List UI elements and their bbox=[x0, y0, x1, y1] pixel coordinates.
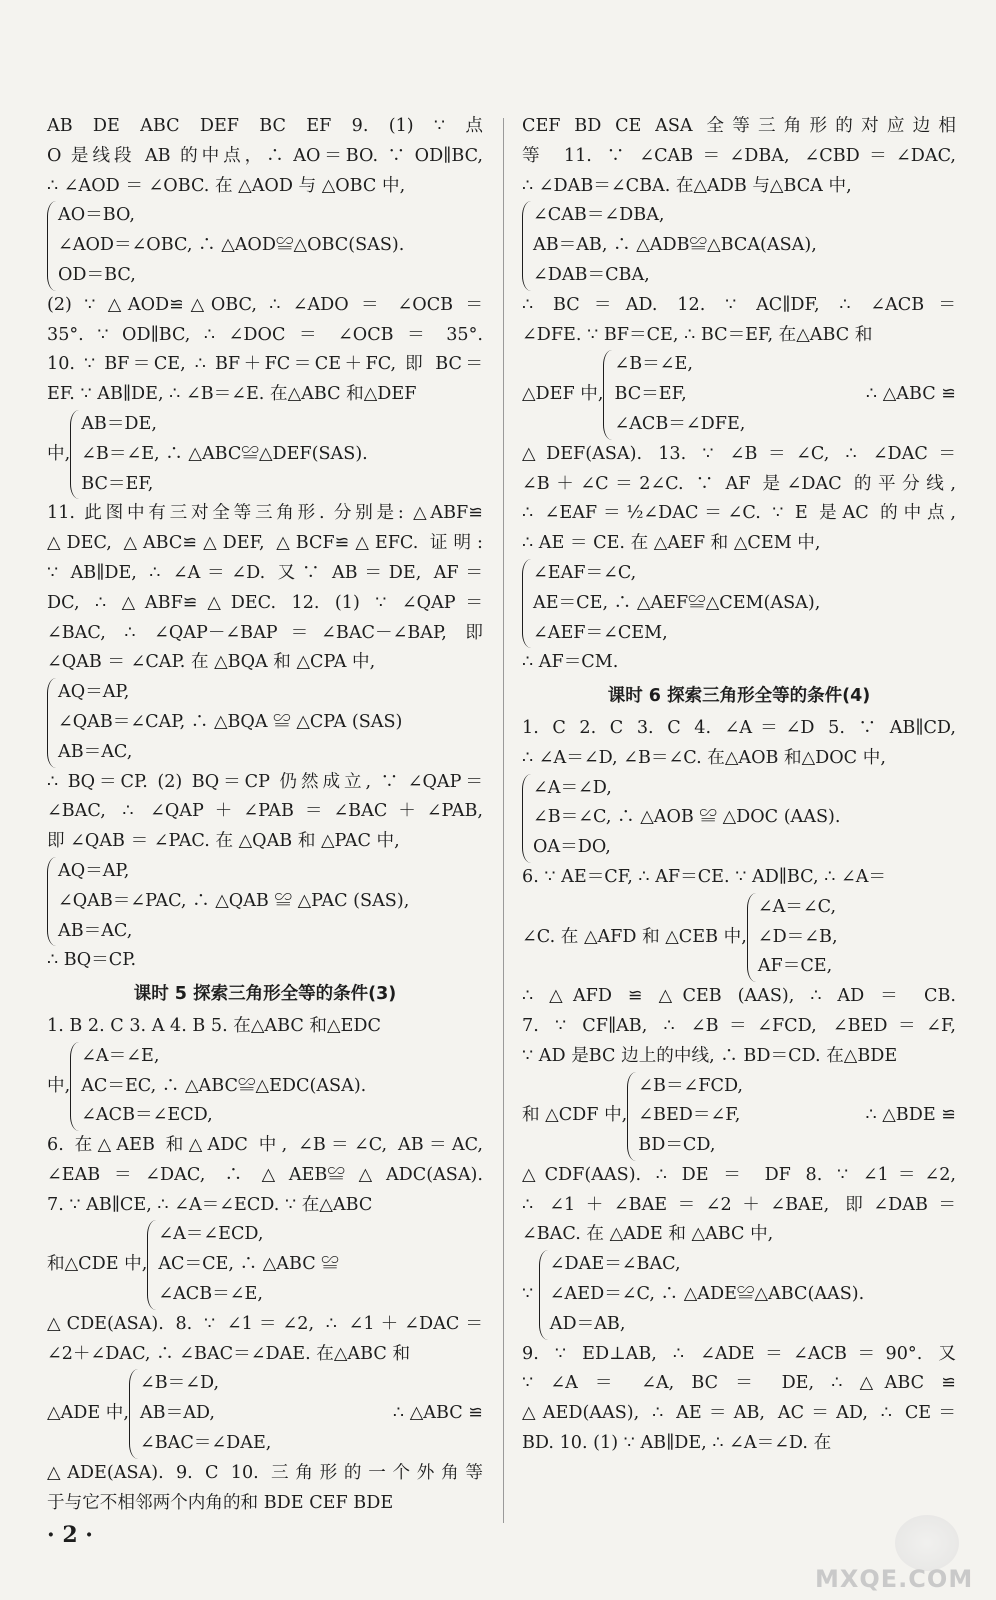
text-line: 7. ∵ AB∥CE, ∴ ∠A＝∠ECD. ∵ 在△ABC bbox=[47, 1194, 373, 1215]
system-line: ∠B＝∠C, ∴ △AOB ≌ △DOC (AAS). bbox=[533, 807, 841, 828]
system-line: AB＝AC, bbox=[58, 920, 133, 941]
system-line: ∠ACB＝∠E, bbox=[158, 1284, 263, 1305]
system-line: ∠B＝∠FCD, bbox=[638, 1075, 744, 1096]
system-lines bbox=[533, 201, 817, 290]
text-line: △CDF(AAS). ∴ DE ＝ DF 8. ∵ ∠1＝∠2, bbox=[522, 1164, 956, 1185]
system-line: BD＝CD, bbox=[638, 1135, 716, 1156]
system-line: ∠DAE＝∠BAC, bbox=[549, 1254, 681, 1275]
equation-system bbox=[522, 1072, 956, 1161]
system-line: ∠B＝∠D, bbox=[139, 1373, 220, 1394]
system-lines bbox=[81, 1042, 366, 1131]
system-line: AO＝BO, bbox=[58, 205, 135, 226]
system-line: AC＝EC, ∴ △ABC≌△EDC(ASA). bbox=[81, 1075, 367, 1096]
text-line: ∴ ∠AOD ＝ ∠OBC. 在 △AOD 与 △OBC 中, bbox=[47, 175, 406, 196]
page-number: · 2 · bbox=[47, 1522, 93, 1548]
left-brace-icon bbox=[47, 678, 56, 767]
equation-system bbox=[522, 201, 956, 290]
system-lines bbox=[533, 559, 820, 648]
equation-system bbox=[522, 774, 956, 863]
text-line: ∴ BQ＝CP. bbox=[47, 950, 137, 971]
text-line: ∠BAC, ∴ ∠QAP＋∠PAB＝∠BAC＋∠PAB, bbox=[47, 801, 483, 822]
left-brace-icon bbox=[47, 201, 56, 290]
system-line: ∠EAF＝∠C, bbox=[533, 562, 637, 583]
text-line: 等 11. ∵ ∠CAB＝∠DBA, ∠CBD＝∠DAC, bbox=[522, 145, 956, 166]
system-line: AD＝AB, bbox=[549, 1313, 626, 1334]
text-line: ∴ △AFD ≌ △CEB (AAS), ∴ AD ＝ CB. bbox=[522, 986, 956, 1007]
system-line: AQ＝AP, bbox=[58, 682, 130, 703]
system-label: 和△CDE 中, bbox=[47, 1254, 148, 1275]
text-line: 6. ∵ AE＝CF, ∴ AF＝CE. ∵ AD∥BC, ∴ ∠A＝ bbox=[522, 866, 887, 887]
text-line: CEF BD CE ASA 全等三角形的对应边相 bbox=[522, 116, 956, 136]
text-line: ∠QAB ＝ ∠CAP. 在 △BQA 和 △CPA 中, bbox=[47, 652, 376, 673]
text-line: ∠BAC, ∴ ∠QAP－∠BAP＝∠BAC－∠BAP, 即 bbox=[47, 622, 483, 643]
left-brace-icon bbox=[539, 1250, 548, 1339]
text-line: 1. B 2. C 3. A 4. B 5. 在△ABC 和△EDC bbox=[47, 1015, 381, 1036]
system-label: 中, bbox=[47, 1075, 71, 1096]
system-line: ∠AEF＝∠CEM, bbox=[533, 622, 668, 643]
text-line: ∠B＋∠C＝2∠C. ∵ AF 是∠DAC 的平分线, bbox=[522, 473, 956, 494]
system-line: ∠QAB＝∠CAP, ∴ △BQA ≌ △CPA (SAS) bbox=[58, 711, 403, 732]
system-line: ∠DAB＝CBA, bbox=[533, 264, 650, 285]
text-line: ∵ AD 是BC 边上的中线, ∴ BD＝CD. 在△BDE bbox=[522, 1045, 898, 1066]
text-line: 于与它不相邻两个内角的和 BDE CEF BDE bbox=[47, 1492, 394, 1513]
system-lines bbox=[81, 410, 368, 499]
text-line: ∴ ∠DAB＝∠CBA. 在△ADB 与△BCA 中, bbox=[522, 175, 852, 196]
system-line: AE＝CE, ∴ △AEF≌△CEM(ASA), bbox=[533, 592, 821, 613]
text-line: ∴ ∠1＋∠BAE＝∠2＋∠BAE, 即∠DAB＝ bbox=[522, 1194, 956, 1215]
text-line: ∠DFE. ∵ BF＝CE, ∴ BC＝EF, 在△ABC 和 bbox=[522, 324, 873, 345]
text-line: ∠EAB＝∠DAC, ∴ △AEB≌△ADC(ASA). bbox=[47, 1164, 483, 1185]
text-line: ∵ AB∥DE, ∴ ∠A＝∠D. 又∵ AB＝DE, AF＝ bbox=[47, 562, 483, 583]
system-label: ∠C. 在 △AFD 和 △CEB 中, bbox=[522, 926, 747, 947]
left-brace-icon bbox=[129, 1369, 138, 1458]
text-line: ∴ ∠EAF＝½∠DAC＝∠C. ∵ E 是AC 的中点, bbox=[522, 503, 956, 524]
equation-system bbox=[522, 893, 956, 982]
system-line: ∠A＝∠E, bbox=[81, 1045, 160, 1066]
text-line: O 是线段 AB 的中点，∴ AO＝BO. ∵ OD∥BC, bbox=[47, 145, 483, 166]
left-brace-icon bbox=[522, 559, 531, 648]
text-line: 10. ∵ BF＝CE, ∴ BF＋FC＝CE＋FC, 即 BC＝ bbox=[47, 354, 483, 375]
left-brace-icon bbox=[522, 774, 531, 863]
equation-system bbox=[47, 201, 483, 290]
system-label: ∵ bbox=[522, 1284, 539, 1305]
left-brace-icon bbox=[603, 350, 612, 439]
equation-system bbox=[47, 1042, 483, 1131]
system-line: BC＝EF, bbox=[81, 473, 154, 494]
system-line: ∠A＝∠C, bbox=[757, 896, 837, 917]
watermark-logo-icon bbox=[895, 1515, 959, 1571]
text-line: 1. C 2. C 3. C 4. ∠A＝∠D 5. ∵ AB∥CD, bbox=[522, 717, 956, 738]
column-divider bbox=[503, 118, 504, 1523]
text-line: AB DE ABC DEF BC EF 9. (1) ∵ 点 bbox=[47, 116, 483, 136]
text-line: 35°. ∵ OD∥BC, ∴ ∠DOC ＝ ∠OCB ＝ 35°. bbox=[47, 324, 483, 345]
system-label: 和 △CDF 中, bbox=[522, 1105, 628, 1126]
text-line: (2) ∵ △AOD≌△OBC, ∴ ∠ADO ＝ ∠OCB ＝ bbox=[47, 294, 483, 315]
left-column bbox=[47, 112, 483, 1518]
system-line: ∠CAB＝∠DBA, bbox=[533, 205, 665, 226]
right-column bbox=[522, 112, 956, 1459]
system-line: BC＝EF, bbox=[614, 384, 687, 405]
equation-system bbox=[522, 1250, 956, 1339]
system-conclusion: ∴ △ABC ≌ bbox=[865, 384, 956, 405]
system-line: AF＝CE, bbox=[757, 956, 833, 977]
system-lines bbox=[614, 350, 745, 439]
system-lines bbox=[58, 857, 409, 946]
system-line: AB＝DE, bbox=[81, 413, 157, 434]
text-line: 11. 此图中有三对全等三角形. 分别是: △ABF≌ bbox=[47, 503, 483, 524]
text-line: 9. ∵ ED⊥AB, ∴ ∠ADE＝∠ACB＝90°. 又 bbox=[522, 1343, 956, 1364]
system-line: ∠A＝∠D, bbox=[533, 777, 612, 798]
system-label: 中, bbox=[47, 443, 71, 464]
system-line: ∠BAC＝∠DAE, bbox=[139, 1433, 272, 1454]
system-lines bbox=[58, 201, 404, 290]
text-line: ∴ AF＝CM. bbox=[522, 652, 619, 673]
equation-system bbox=[522, 350, 956, 439]
left-brace-icon bbox=[627, 1072, 636, 1161]
system-line: OA＝DO, bbox=[533, 837, 611, 858]
system-conclusion: ∴ △ABC ≌ bbox=[392, 1403, 483, 1424]
system-line: ∠AED＝∠C, ∴ △ADE≌△ABC(AAS). bbox=[549, 1284, 865, 1305]
text-line: △DEF(ASA). 13. ∵ ∠B＝∠C, ∴ ∠DAC＝ bbox=[522, 443, 956, 464]
system-line: ∠AOD＝∠OBC, ∴ △AOD≌△OBC(SAS). bbox=[58, 235, 405, 256]
text-line: △CDE(ASA). 8. ∵ ∠1＝∠2, ∴ ∠1＋∠DAC＝ bbox=[47, 1313, 483, 1334]
text-line: △ADE(ASA). 9. C 10. 三角形的一个外角等 bbox=[47, 1462, 483, 1483]
system-lines bbox=[158, 1220, 339, 1309]
text-line: 7. ∵ CF∥AB, ∴ ∠B＝∠FCD, ∠BED＝∠F, bbox=[522, 1015, 956, 1036]
system-conclusion: ∴ △BDE ≌ bbox=[865, 1105, 956, 1126]
watermark-text: MXQE.COM bbox=[815, 1565, 974, 1593]
system-line: AC＝CE, ∴ △ABC ≌ bbox=[158, 1254, 339, 1275]
system-lines bbox=[638, 1072, 743, 1161]
left-brace-icon bbox=[747, 893, 756, 982]
section-heading: 课时 5 探索三角形全等的条件(3) bbox=[133, 984, 397, 1005]
system-line: ∠B＝∠E, ∴ △ABC≌△DEF(SAS). bbox=[81, 443, 368, 464]
system-lines bbox=[550, 1250, 864, 1339]
system-lines bbox=[533, 774, 840, 863]
system-line: AQ＝AP, bbox=[58, 860, 130, 881]
equation-system bbox=[522, 559, 956, 648]
equation-system bbox=[47, 678, 483, 767]
text-line: 6. 在△AEB 和△ADC 中, ∠B＝∠C, AB＝AC, bbox=[47, 1135, 483, 1156]
left-brace-icon bbox=[47, 857, 56, 946]
text-line: ∠2＋∠DAC, ∴ ∠BAC＝∠DAE. 在△ABC 和 bbox=[47, 1343, 411, 1364]
text-line: ∵ ∠A ＝ ∠A, BC ＝ DE, ∴ △ABC ≌ bbox=[522, 1373, 956, 1394]
system-line: AB＝AD, bbox=[139, 1403, 215, 1424]
text-line: 即 ∠QAB ＝ ∠PAC. 在 △QAB 和 △PAC 中, bbox=[47, 831, 400, 852]
system-line: ∠ACB＝∠ECD, bbox=[81, 1105, 213, 1126]
text-line: ∴ ∠A＝∠D, ∠B＝∠C. 在△AOB 和△DOC 中, bbox=[522, 747, 886, 768]
system-lines bbox=[758, 893, 838, 982]
left-brace-icon bbox=[147, 1220, 156, 1309]
system-line: ∠A＝∠ECD, bbox=[158, 1224, 264, 1245]
equation-system bbox=[47, 1220, 483, 1309]
system-line: ∠ACB＝∠DFE, bbox=[614, 413, 746, 434]
text-line: △AED(AAS), ∴ AE＝AB, AC＝AD, ∴ CE＝ bbox=[522, 1403, 956, 1424]
text-line: BD. 10. (1) ∵ AB∥DE, ∴ ∠A＝∠D. 在 bbox=[522, 1433, 832, 1454]
left-brace-icon bbox=[70, 1042, 79, 1131]
system-lines bbox=[140, 1369, 271, 1458]
equation-system bbox=[47, 857, 483, 946]
system-lines bbox=[58, 678, 402, 767]
system-line: ∠BED＝∠F, bbox=[638, 1105, 741, 1126]
text-line: ∠BAC. 在 △ADE 和 △ABC 中, bbox=[522, 1224, 774, 1245]
left-brace-icon bbox=[70, 410, 79, 499]
system-line: AB＝AC, bbox=[58, 741, 133, 762]
text-line: ∴ AE ＝ CE. 在 △AEF 和 △CEM 中, bbox=[522, 533, 821, 554]
text-line: △DEC, △ABC≌△DEF, △BCF≌△EFC. 证明: bbox=[47, 533, 483, 554]
equation-system bbox=[47, 410, 483, 499]
section-heading: 课时 6 探索三角形全等的条件(4) bbox=[607, 686, 871, 707]
system-line: AB＝AB, ∴ △ADB≌△BCA(ASA), bbox=[533, 235, 817, 256]
text-line: ∴ BQ＝CP. (2) BQ＝CP 仍然成立, ∵ ∠QAP＝ bbox=[47, 771, 483, 792]
system-line: ∠QAB＝∠PAC, ∴ △QAB ≌ △PAC (SAS), bbox=[58, 890, 410, 911]
equation-system bbox=[47, 1369, 483, 1458]
text-line: EF. ∵ AB∥DE, ∴ ∠B＝∠E. 在△ABC 和△DEF bbox=[47, 384, 417, 405]
system-line: ∠B＝∠E, bbox=[614, 354, 693, 375]
system-label: △ADE 中, bbox=[47, 1403, 129, 1424]
system-line: ∠D＝∠B, bbox=[757, 926, 838, 947]
text-line: ∴ BC＝AD. 12. ∵ AC∥DF, ∴ ∠ACB＝ bbox=[522, 294, 956, 315]
system-label: △DEF 中, bbox=[522, 384, 604, 405]
system-line: OD＝BC, bbox=[58, 264, 136, 285]
left-brace-icon bbox=[522, 201, 531, 290]
text-line: DC, ∴ △ABF≌△DEC. 12. (1) ∵ ∠QAP＝ bbox=[47, 592, 483, 613]
